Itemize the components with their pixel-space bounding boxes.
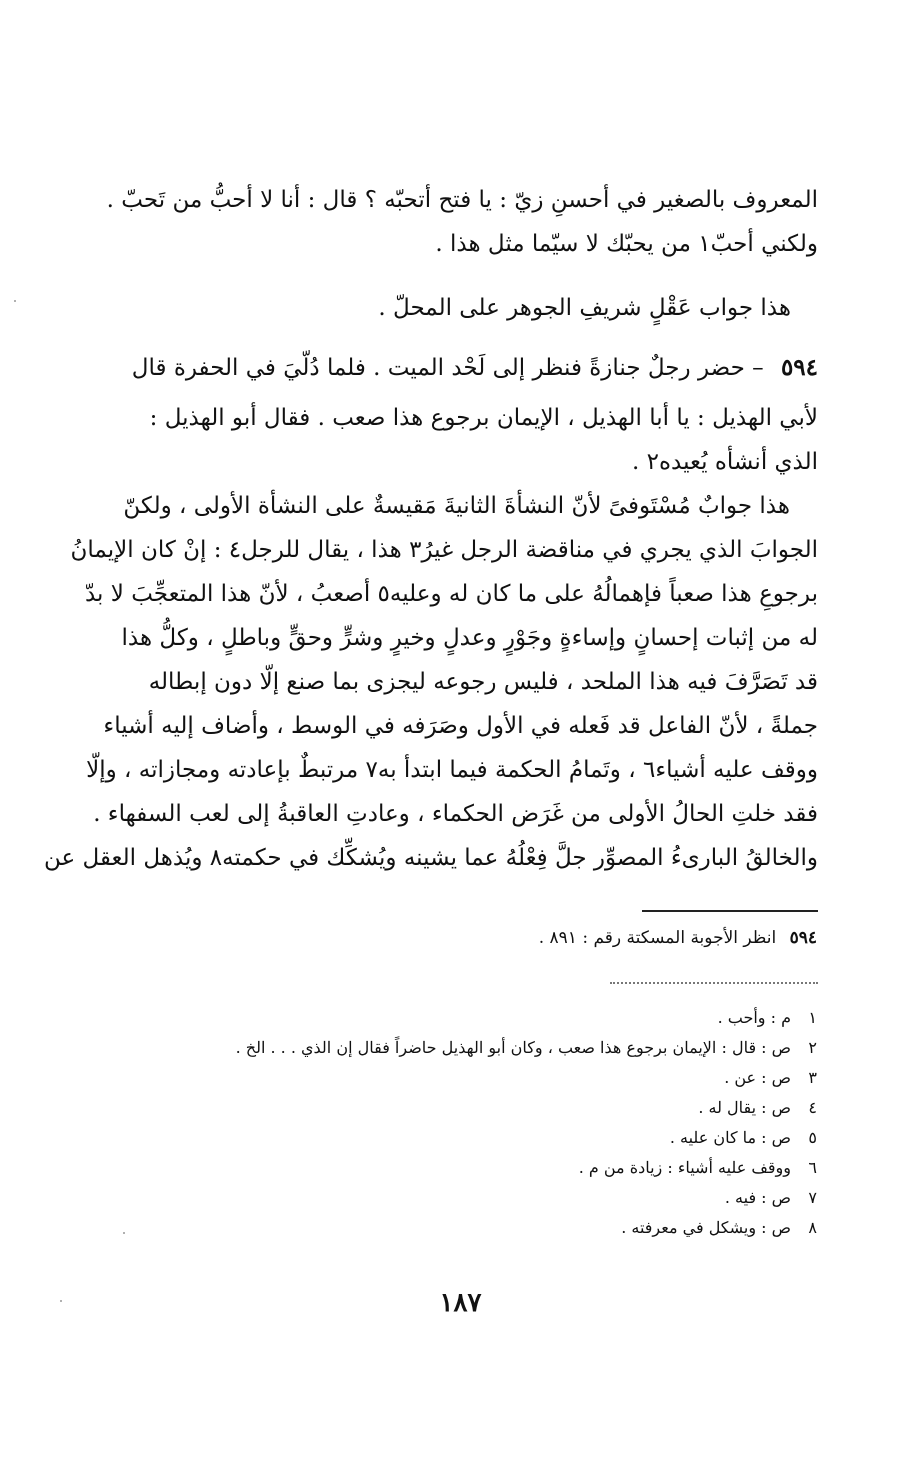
footnote-8 [621, 1218, 817, 1237]
text-line-7: هذا جوابٌ مُسْتَوفىً لأنّ النشأةَ الثانيةَ مَقيسةٌ على النشأة الأولى ، ولكنّ [123, 493, 790, 519]
footnote-5 [670, 1128, 817, 1147]
footnote-number: ١ [808, 1008, 817, 1027]
text-line-11: قد تَصَرَّفَ فيه هذا الملحد ، فليس رجوعه ليجزى بما صنع إلّا دون إبطاله [148, 669, 818, 695]
footnote-number: ٢ [808, 1038, 817, 1057]
text-line-3: هذا جواب عَقْلٍ شريفِ الجوهر على المحلّ . [378, 295, 791, 321]
page-number: ١٨٧ [439, 1288, 482, 1318]
footnote-3 [724, 1068, 817, 1087]
text-line-1: المعروف بالصغير في أحسنِ زيّ : يا فتح أتحبّه ؟ قال : أنا لا أحبُّ من تَحبّ . [106, 187, 818, 213]
footnote-1 [718, 1008, 817, 1027]
section-number: ٥٩٤ [780, 354, 818, 381]
footnote-4 [698, 1098, 817, 1117]
text-line-15: والخالقُ البارىءُ المصوِّر جلَّ فِعْلُهُ عما يشينه ويُشكِّك في حكمته٨ ويُذهل العقل عن [43, 845, 818, 871]
footnote-text: ص : قال : الإيمان برجوع هذا صعب ، وكان أبو الهذيل حاضراً فقال إن الذي . . . الخ . [235, 1038, 791, 1057]
footnote-number: ٥ [808, 1128, 817, 1147]
section-line-text: حضر رجلٌ جنازةً فنظر إلى لَحْد الميت . فلما دُلّيَ في الحفرة قال [131, 355, 745, 381]
footnote-reference [539, 928, 817, 948]
footnote-text: ص : يقال له . [698, 1098, 791, 1117]
scan-speck [60, 1300, 62, 1302]
footnote-separator [642, 910, 818, 912]
footnote-ref-label: ٥٩٤ [789, 928, 817, 948]
scan-speck [14, 300, 16, 302]
footnote-text: ص : فيه . [724, 1188, 791, 1207]
footnote-text: ص : ويشكل في معرفته . [621, 1218, 791, 1237]
footnote-text: ووقف عليه أشياء : زيادة من م . [578, 1158, 791, 1177]
footnote-7 [725, 1188, 817, 1207]
text-line-14: فقد خلتِ الحالُ الأولى من غَرَض الحكماء ، وعادتِ العاقبةُ إلى لعب السفهاء . [93, 801, 818, 827]
text-line-8: الجوابَ الذي يجري في مناقضة الرجل غيرُ٣ هذا ، يقال للرجل٤ : إنْ كان الإيمانُ [70, 537, 818, 563]
text-line-13: ووقف عليه أشياء٦ ، وتَمامُ الحكمة فيما ابتدأ به٧ مرتبطٌ بإعادته ومجازاته ، وإلّا [86, 757, 818, 783]
footnote-2 [236, 1038, 817, 1057]
footnote-number: ٨ [808, 1218, 817, 1237]
text-line-5: لأبي الهذيل : يا أبا الهذيل ، الإيمان برجوع هذا صعب . فقال أبو الهذيل : [149, 405, 818, 431]
footnote-text: ص : عن . [724, 1068, 791, 1087]
footnote-text: م : وأحب . [717, 1008, 791, 1027]
section-594-first-line [131, 348, 818, 388]
footnote-number: ٦ [808, 1158, 817, 1177]
text-line-9: برجوعِ هذا صعباً فإهمالُهُ على ما كان له وعليه٥ أصعبُ ، لأنّ هذا المتعجِّبَ لا بدّ [84, 581, 818, 607]
footnote-6 [579, 1158, 817, 1177]
section-dash: – [752, 355, 764, 381]
scan-speck [123, 1232, 125, 1234]
text-line-2: ولكني أحبّ١ من يحبّك لا سيّما مثل هذا . [435, 231, 818, 257]
text-line-6: الذي أنشأه يُعيده٢ . [631, 449, 818, 475]
dotted-separator [610, 982, 818, 984]
footnote-number: ٤ [808, 1098, 817, 1117]
text-line-10: له من إثبات إحسانٍ وإساءةٍ وجَوْرٍ وعدلٍ وخيرٍ وشرٍّ وحقٍّ وباطلٍ ، وكلُّ هذا [121, 625, 818, 651]
footnote-number: ٧ [808, 1188, 817, 1207]
footnote-number: ٣ [808, 1068, 817, 1087]
text-line-12: جملةً ، لأنّ الفاعل قد فَعله في الأول وصَرَفه في الوسط ، وأضاف إليه أشياء [103, 713, 818, 739]
footnote-ref-text: انظر الأجوبة المسكتة رقم : ٨٩١ . [538, 928, 777, 948]
footnote-text: ص : ما كان عليه . [669, 1128, 791, 1147]
